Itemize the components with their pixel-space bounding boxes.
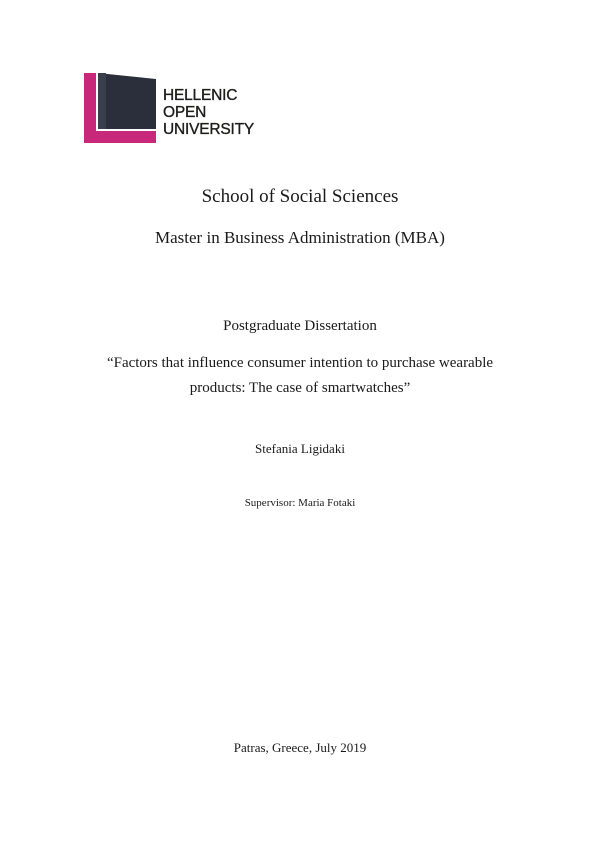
program-name: Master in Business Administration (MBA) <box>155 228 445 247</box>
logo-wordmark <box>163 87 254 138</box>
author-name: Stefania Ligidaki <box>255 441 345 456</box>
dissertation-title <box>60 351 540 401</box>
logo-line-hellenic: HELLENIC <box>163 87 238 104</box>
title-line-1: “Factors that influence consumer intention to purchase wearable <box>106 355 494 371</box>
logo-line-university: UNIVERSITY <box>163 121 255 138</box>
logo-line-open: OPEN <box>163 104 207 121</box>
supervisor-name: Supervisor: Maria Fotaki <box>244 497 356 509</box>
title-line-2: products: The case of smartwatches” <box>189 380 411 396</box>
place-and-date: Patras, Greece, July 2019 <box>233 740 367 755</box>
document-type: Postgraduate Dissertation <box>223 318 377 334</box>
university-logo <box>84 71 264 147</box>
school-name: School of Social Sciences <box>201 186 399 207</box>
logo-emblem-icon <box>84 71 160 147</box>
